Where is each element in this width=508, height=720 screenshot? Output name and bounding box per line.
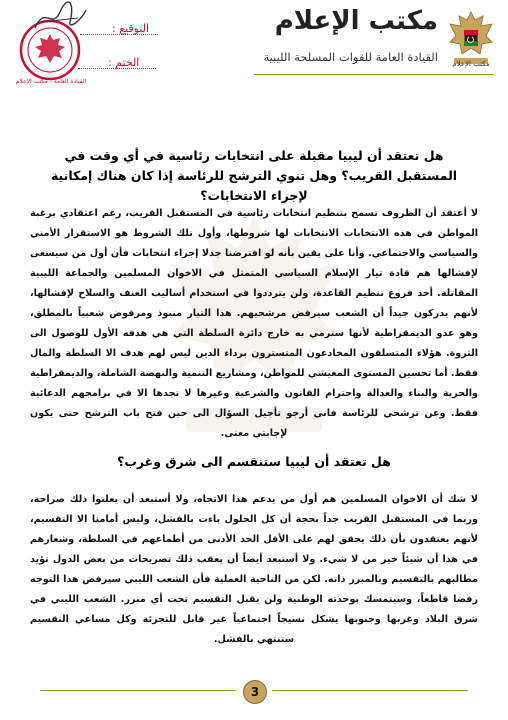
answer-1: لا أعتقد أن الظروف تسمح بتنظيم انتخابات رئاسية في المستقبل القريب، رغم اعتقادي برغبة المواطن في هذه الانتخابات الانتخابات لها شروطها، وأول تلك الشروط هو الاستقرار الأمني والسياسي والاجتماعي. وأنا على يقين بأنه لو افترضنا جدلا إجراء انتخابات فأن أول من سيسعى لإفشالها هم قادة تيار الإسلام السياسي المتمثل في الاخوان المسلمين والجماعة الليبية المقاتلة. أحد فروع تنظيم القاعدة، ولن يترددوا في استخدام أساليب العنف والسلاح لإفشالها، لأنهم يدركون جيداً أن الشعب سيرفض مرشحيهم. هذا التيار منبوذ ومرفوض شعبياً بالمطلق، وهو عدو الديمقراطية لأنها سترمي به خارج دائرة السلطة التي هي هدفه الأول للوصول الى الثروة. هؤلاء المتسلقون المخادعون المتسترون برداء الدين ليس لهم هدف الا السلطة والمال فقط. أما تحسين المستوى المعيشي للمواطن، ومشاريع التنمية والنهضة الشاملة، والديمقراطية والحرية والبناء والعدالة واحترام القانون والشرعية وغيرها لا تجدها الا في برامجهم الدعائية فقط. وعن ترشحي للرئاسة فاني أرجو تأجيل السؤال الى حين فتح باب الترشح حتى يكون لإجابتي معنى. xyxy=(30,208,478,439)
office-title: مكتب الإعلام xyxy=(274,6,438,36)
signature-dotted-line xyxy=(80,34,158,35)
emblem-caption: مكتب الإعلام xyxy=(452,60,490,68)
office-subtitle: القيادة العامة للقوات المسلحة الليبية xyxy=(263,50,438,64)
answer-2: لا شك أن الاخوان المسلمين هم أول من يدعم هذا الاتجاه، ولا أستبعد أن يعلنوا ذلك صراحة، وربما في المستقبل القريب جداً بحجة أن كل الحلول باءت بالفشل، وليس أمامنا الا التقسيم، لأنهم يعتقدون بأن ذلك يحقق لهم على الأقل الحد الأدنى من أطماعهم في السلطة، وشعارهم في هذا أن شيئاً خير من لا شيء. ولا أستبعد أيضاً أن يعقب ذلك تصريحات من بعض الدول تؤيد مطالبهم بالتقسيم وبالمبرر ذاته. لكن من الناحية العملية فأن الشعب الليبي سيرفض هذا التوجه رفضا قاطعاً، وسيتمسك بوحدته الوطنية ولن يقبل التقسيم تحت أي مبرر. الشعب الليبي في شرق البلاد وغربها وجنوبها يشكل نسيجاً اجتماعياً غير قابل للتجزئة وكل مساعي التقسيم ستنتهي بالفشل. xyxy=(30,494,478,645)
signature-scribble-icon xyxy=(30,0,90,36)
footer-divider-left xyxy=(40,690,236,691)
footer-divider-right xyxy=(272,690,468,691)
question-1: هل تعتقد أن ليبيا مقبلة على انتخابات رئاسية في أي وقت في المستقبل القريب؟ وهل تنوي الترشح للرئاسة إذا كان هناك إمكانية لإجراء الانتخابات؟ xyxy=(50,148,458,203)
seal-text: القيادة العامة - مكتب الإعلام xyxy=(15,78,87,85)
question-2: هل تعتقد أن ليبيا ستنقسم الى شرق وغرب؟ xyxy=(117,454,391,469)
signature-label: التوقيع : xyxy=(112,22,150,35)
stamp-dotted-line xyxy=(78,68,156,69)
stamp-label: الختم : xyxy=(108,56,140,69)
page-number: 3 xyxy=(243,680,267,704)
header-divider xyxy=(254,74,494,75)
